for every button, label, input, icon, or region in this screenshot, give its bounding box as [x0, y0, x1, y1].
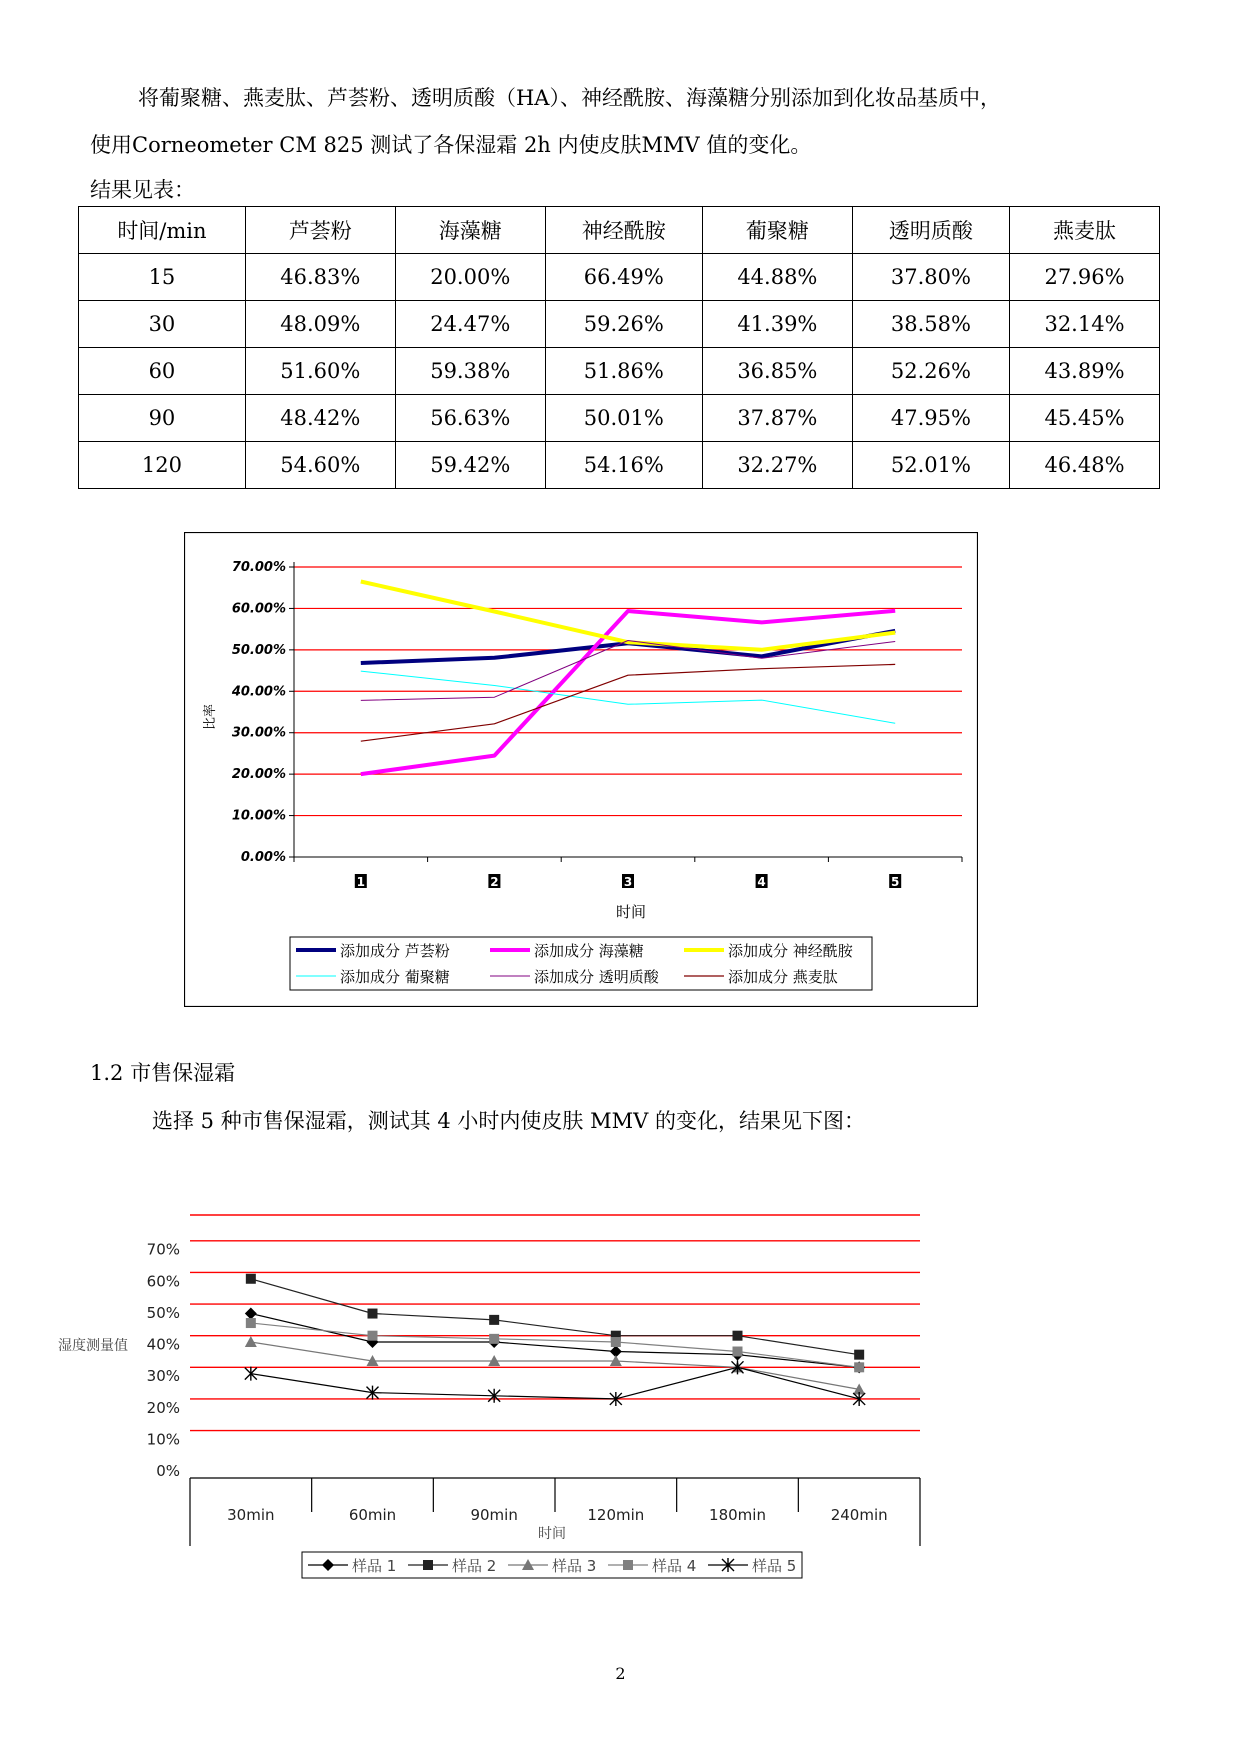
table-cell: 59.38%: [395, 348, 545, 395]
table-cell: 60: [79, 348, 246, 395]
table-header-cell: 芦荟粉: [245, 207, 395, 254]
table-cell: 46.48%: [1010, 442, 1160, 489]
chart-2-ytick-label: 20%: [146, 1398, 180, 1417]
table-cell: 54.16%: [545, 442, 702, 489]
chart-1-xtick-label: 3: [623, 875, 633, 889]
chart-1-ytick-label: 40.00%: [231, 684, 286, 700]
chart-1-ytick-label: 0.00%: [240, 850, 286, 865]
table-cell: 48.09%: [245, 301, 395, 348]
chart-2-point: [245, 1336, 257, 1347]
chart-2-ytick-label: 40%: [146, 1335, 180, 1354]
chart-1-ytick-label: 10.00%: [231, 808, 286, 824]
table-row: [79, 348, 1160, 395]
intro-line-3: 结果见表：: [90, 178, 195, 202]
chart-2-ytick-label: 0%: [156, 1462, 180, 1481]
chart-2-point: [733, 1331, 743, 1341]
table-cell: 24.47%: [395, 301, 545, 348]
chart-2-ytick-label: 50%: [146, 1303, 180, 1322]
table-cell: 56.63%: [395, 395, 545, 442]
chart-2-ytick-label: 60%: [146, 1272, 180, 1291]
chart-2-series-line: [251, 1342, 859, 1389]
table-cell: 27.96%: [1010, 254, 1160, 301]
table-cell: 66.49%: [545, 254, 702, 301]
chart-2-point: [368, 1309, 378, 1319]
table-cell: 41.39%: [702, 301, 852, 348]
chart-2-legend: [302, 1552, 802, 1578]
chart-2-point: [423, 1560, 433, 1570]
chart-2-series-line: [251, 1279, 859, 1355]
table-row: [79, 254, 1160, 301]
table-cell: 50.01%: [545, 395, 702, 442]
table-cell: 46.83%: [245, 254, 395, 301]
table-row: [79, 301, 1160, 348]
table-cell: 48.42%: [245, 395, 395, 442]
chart-1-legend-label: 添加成分 燕麦肽: [728, 968, 838, 986]
chart-2-ylabel: 湿度测量值: [58, 1338, 128, 1354]
chart-1-frame: [185, 533, 978, 1007]
chart-2-xtick-label: 30min: [227, 1506, 275, 1524]
results-table: [78, 206, 1160, 489]
chart-2-legend-label: 样品 2: [452, 1557, 497, 1575]
chart-2-point: [489, 1334, 499, 1344]
chart-1-legend-label: 添加成分 透明质酸: [534, 968, 659, 986]
page-number: 2: [615, 1664, 626, 1683]
chart-1-xtick-label: 4: [757, 875, 766, 889]
chart-2-legend-label: 样品 3: [552, 1557, 597, 1575]
table-cell: 51.86%: [545, 348, 702, 395]
table-cell: 20.00%: [395, 254, 545, 301]
chart-2-xtick-label: 120min: [587, 1506, 645, 1524]
intro-line-1: 将葡聚糖、燕麦肽、芦荟粉、透明质酸（HA）、神经酰胺、海藻糖分别添加到化妆品基质中，: [138, 86, 1001, 110]
chart-1-xlabel: 时间: [615, 903, 647, 921]
table-header-cell: 时间/min: [79, 207, 246, 254]
chart-2-point: [245, 1308, 257, 1320]
chart-1-ytick-label: 20.00%: [231, 767, 286, 783]
table-cell: 32.14%: [1010, 301, 1160, 348]
table-header-cell: 葡聚糖: [702, 207, 852, 254]
chart-2-ytick-label: 70%: [146, 1240, 180, 1259]
table-body: [79, 254, 1160, 489]
chart-1: [184, 532, 978, 1007]
table-cell: 32.27%: [702, 442, 852, 489]
chart-2-point: [611, 1337, 621, 1347]
chart-2-series: [245, 1274, 865, 1406]
chart-2-xlabel: 时间: [538, 1526, 566, 1542]
chart-1-ytick-label: 70.00%: [231, 560, 286, 575]
table-cell: 47.95%: [852, 395, 1009, 442]
chart-1-legend-label: 添加成分 海藻糖: [534, 942, 644, 960]
table-cell: 51.60%: [245, 348, 395, 395]
chart-1-legend-label: 添加成分 神经酰胺: [728, 942, 853, 960]
chart-2-legend-label: 样品 1: [352, 1557, 397, 1575]
chart-2-point: [368, 1331, 378, 1341]
chart-2-point: [489, 1315, 499, 1325]
table-cell: 59.26%: [545, 301, 702, 348]
table-cell: 37.80%: [852, 254, 1009, 301]
section-heading: 1.2 市售保湿霜: [90, 1061, 236, 1085]
chart-2-point: [733, 1347, 743, 1357]
section-text: 选择 5 种市售保湿霜，测试其 4 小时内使皮肤 MMV 的变化，结果见下图：: [152, 1109, 865, 1133]
chart-1-ytick-label: 60.00%: [231, 601, 286, 617]
chart-1-legend-label: 添加成分 芦荟粉: [340, 942, 450, 960]
table-cell: 45.45%: [1010, 395, 1160, 442]
chart-2-legend-label: 样品 4: [652, 1557, 697, 1575]
intro-line-2: 使用Corneometer CM 825 测试了各保湿霜 2h 内使皮肤MMV 值的变化。: [90, 133, 812, 157]
table-cell: 59.42%: [395, 442, 545, 489]
chart-2-xtick-label: 60min: [348, 1506, 397, 1524]
chart-2-yticks: [147, 1241, 180, 1480]
chart-2-xtick-label: 90min: [470, 1506, 518, 1524]
chart-2-point: [245, 1367, 257, 1381]
chart-1-ytick-label: 50.00%: [231, 642, 286, 658]
chart-1-ytick-label: 30.00%: [231, 725, 286, 741]
chart-2-point: [246, 1318, 256, 1328]
chart-2-point: [854, 1362, 864, 1372]
table-header-cell: 神经酰胺: [545, 207, 702, 254]
chart-2: [40, 1170, 940, 1590]
table-header-cell: 燕麦肽: [1010, 207, 1160, 254]
chart-2-grid: [190, 1215, 920, 1431]
chart-1-xtick-label: 5: [891, 875, 900, 889]
table-cell: 43.89%: [1010, 348, 1160, 395]
table-row: [79, 442, 1160, 489]
chart-1-xtick-label: 1: [356, 875, 365, 889]
chart-2-ytick-label: 10%: [146, 1430, 180, 1449]
chart-1-legend: [290, 937, 872, 990]
table-header-cell: 海藻糖: [395, 207, 545, 254]
table-cell: 120: [79, 442, 246, 489]
chart-2-xtick-label: 240min: [830, 1506, 888, 1524]
chart-2-xtick-label: 180min: [709, 1506, 766, 1524]
table-cell: 44.88%: [702, 254, 852, 301]
table-cell: 36.85%: [702, 348, 852, 395]
table-cell: 15: [79, 254, 246, 301]
chart-1-xtick-label: 2: [490, 875, 499, 889]
chart-1-legend-label: 添加成分 葡聚糖: [340, 968, 450, 986]
table-cell: 90: [79, 395, 246, 442]
chart-2-series-line: [251, 1367, 859, 1399]
chart-2-point: [246, 1274, 256, 1284]
table-cell: 52.01%: [852, 442, 1009, 489]
chart-2-ytick-label: 30%: [146, 1367, 180, 1386]
table-cell: 38.58%: [852, 301, 1009, 348]
table-cell: 54.60%: [245, 442, 395, 489]
chart-2-point: [854, 1350, 864, 1360]
table-cell: 37.87%: [702, 395, 852, 442]
table-header-row: [79, 207, 1160, 254]
table-cell: 30: [79, 301, 246, 348]
chart-1-ylabel: 比率: [203, 703, 218, 731]
chart-2-legend-label: 样品 5: [752, 1557, 797, 1575]
chart-2-point: [623, 1560, 633, 1570]
table-header-cell: 透明质酸: [852, 207, 1009, 254]
table-cell: 52.26%: [852, 348, 1009, 395]
table-row: [79, 395, 1160, 442]
